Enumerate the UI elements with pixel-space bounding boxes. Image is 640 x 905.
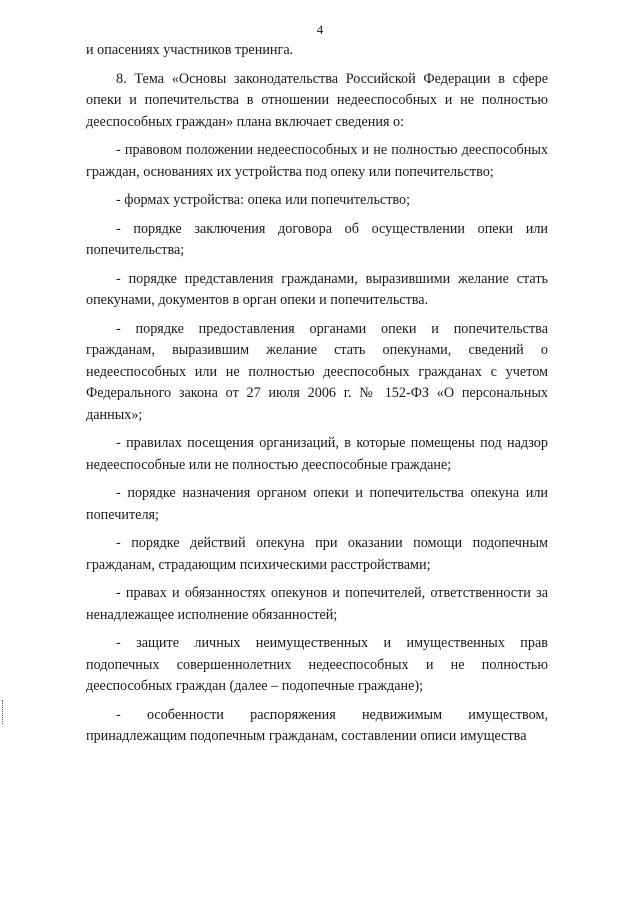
list-item-protection: - защите личных неимущественных и имущественных прав подопечных совершеннолетних недееспособных и не полностью дееспособных граждан (далее – подопечные граждане); [86,635,548,694]
list-item-appointment: - порядке назначения органом опеки и попечительства опекуна или попечителя; [86,485,548,523]
list-item-contract: - порядке заключения договора об осуществлении опеки или попечительства; [86,220,548,258]
list-item-rights-duties: - правах и обязанностях опекунов и попечителей, ответственности за ненадлежащее исполнение обязанностей; [86,585,548,623]
list-item-information: - порядке предоставления органами опеки и попечительства гражданам, выразившим желание стать опекунами, сведений о недееспособных или не полностью дееспособных гражданах с учетом Федерального закона от 27 июля 2006 г. № 152-ФЗ «О персональных данных»; [86,320,548,423]
list-item-legal-status: - правовом положении недееспособных и не полностью дееспособных граждан, основаниях их устройства под опеку или попечительство; [86,142,548,180]
list-item-documents: - порядке представления гражданами, выразившими желание стать опекунами, документов в орган опеки и попечительства. [86,270,548,308]
paragraph-continuation: и опасениях участников тренинга. [86,42,294,58]
scan-artifact [2,700,9,724]
list-item-visiting-rules: - правилах посещения организаций, в которые помещены под надзор недееспособные или не полностью дееспособные граждане; [86,435,548,473]
body-text [86,40,548,755]
list-item-property: - особенности распоряжения недвижимым имуществом, принадлежащим подопечным гражданам, составлении описи имущества [86,706,548,744]
page-number: 4 [316,22,324,37]
paragraph-topic-8: 8. Тема «Основы законодательства Российской Федерации в сфере опеки и попечительства в отношении недееспособных и не полностью дееспособных граждан» плана включает сведения о: [86,70,548,130]
list-item-forms: - формах устройства: опека или попечительство; [116,192,411,208]
list-item-guardian-actions: - порядке действий опекуна при оказании помощи подопечным гражданам, страдающим психическими расстройствами; [86,535,548,573]
